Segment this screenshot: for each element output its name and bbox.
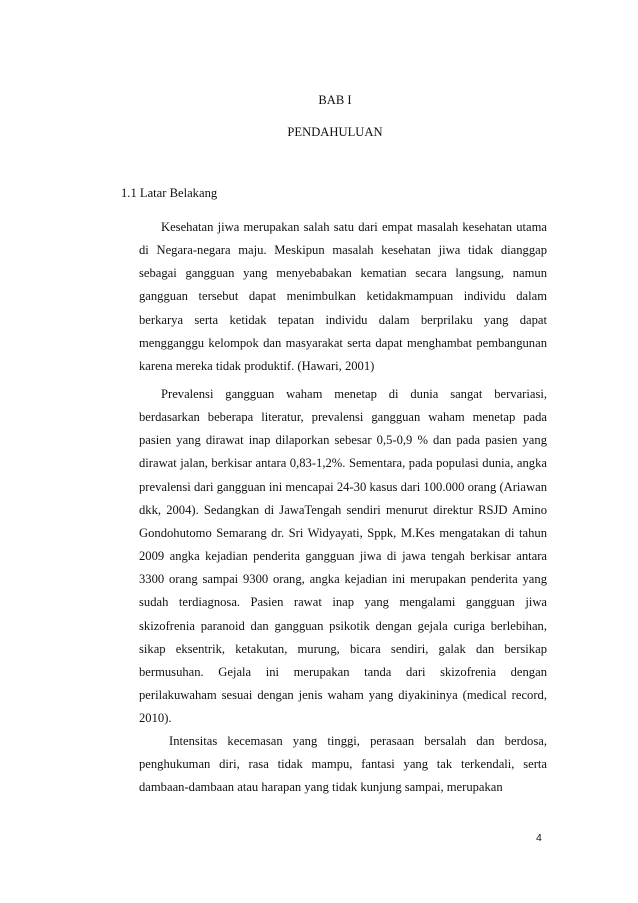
body-paragraph: Kesehatan jiwa merupakan salah satu dari empat masalah kesehatan utama di Negara-negara maju. Meskipun masalah kesehatan jiwa tidak dianggap sebagai gangguan yang menyebabakan kematian secara langsung, namun gangguan tersebut dapat menimbulkan ketidakmampuan individu dalam berkarya serta ketidak tepatan individu dalam berprilaku yang dapat mengganggu kelompok dan masyarakat serta dapat menghambat pembangunan karena mereka tidak produktif. (Hawari, 2001): [139, 220, 547, 373]
page-number: 4: [536, 832, 542, 844]
section-heading: 1.1 Latar Belakang: [121, 186, 218, 200]
body-paragraph: Intensitas kecemasan yang tinggi, perasaan bersalah dan berdosa, penghukuman diri, rasa tidak mampu, fantasi yang tak terkendali, serta dambaan-dambaan atau harapan yang tidak kunjung sampai, merupakan: [139, 734, 547, 795]
body-paragraph: Prevalensi gangguan waham menetap di dunia sangat bervariasi, berdasarkan beberapa literatur, prevalensi gangguan waham menetap pada pasien yang dirawat inap dilaporkan sebesar 0,5-0,9 % dan pada pasien yang dirawat jalan, berkisar antara 0,83-1,2%. Sementara, pada populasi dunia, angka prevalensi dari gangguan ini mencapai 24-30 kasus dari 100.000 orang (Ariawan dkk, 2004). Sedangkan di JawaTengah sendiri menurut direktur RSJD Amino Gondohutomo Semarang dr. Sri Widyayati, Sppk, M.Kes mengatakan di tahun 2009 angka kejadian penderita gangguan jiwa di jawa tengah berkisar antara 3300 orang sampai 9300 orang, angka kejadian ini merupakan penderita yang sudah terdiagnosa. Pasien rawat inap yang mengalami gangguan jiwa skizofrenia paranoid dan gangguan psikotik dengan gejala curiga berlebihan, sikap eksentrik, ketakutan, murung, bicara sendiri, galak dan bersikap bermusuhan. Gejala ini merupakan tanda dari skizofrenia dengan perilakuwaham sesuai dengan jenis waham yang diyakininya (medical record, 2010).: [139, 387, 547, 726]
chapter-number: BAB I: [318, 93, 352, 107]
chapter-title: PENDAHULUAN: [287, 125, 383, 139]
